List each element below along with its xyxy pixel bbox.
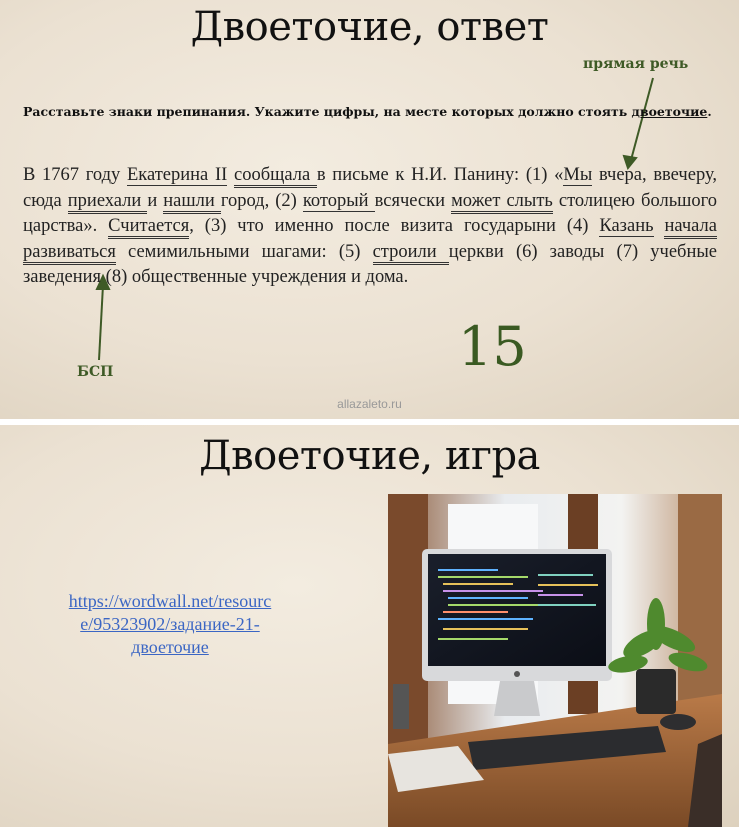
underlined-word: нашли [163, 191, 221, 214]
task-keyword: двоеточие [631, 104, 708, 119]
underlined-word: может слыть [451, 191, 553, 214]
passage-text: город, (2) [220, 190, 303, 211]
underlined-word: Казань [599, 216, 654, 236]
passage-text: столицею большого царства». [23, 190, 717, 236]
task-period: . [707, 104, 712, 119]
passage-text: всячески [374, 190, 452, 211]
plant-pot [636, 669, 676, 714]
passage-text [654, 216, 665, 236]
computer-desk-photo [388, 494, 722, 827]
passage-text: вчера, ввечеру, сюда [23, 165, 717, 211]
slide-title: Двоеточие, ответ [190, 4, 549, 50]
link-line-1: https://wordwall.net/resourc [68, 591, 272, 611]
exercise-passage [23, 163, 717, 291]
underlined-word: начала развиваться [23, 216, 717, 265]
task-text: Расставьте знаки препинания. Укажите цифры, на месте которых должно стоять [23, 104, 632, 119]
annotation-direct-speech: прямая речь [583, 56, 689, 72]
underlined-word: Мы [563, 165, 593, 185]
passage-text [227, 165, 234, 185]
underlined-word: Екатерина II [126, 165, 228, 185]
underlined-word: Считается [108, 216, 189, 239]
wordwall-link[interactable] [40, 590, 300, 659]
annotation-bsp: БСП [77, 364, 114, 380]
passage-text: в письме к Н.И. Панину: (1) « [316, 165, 564, 185]
underlined-word: сообщала [234, 165, 317, 188]
underlined-word: приехали [68, 191, 148, 214]
underlined-word: строили [373, 242, 449, 265]
slide-title-game: Двоеточие, игра [199, 433, 540, 479]
slide-number-answer: 15 [458, 315, 527, 378]
passage-text: и [147, 190, 164, 211]
pencil-cup [393, 684, 409, 729]
monitor-stand [494, 681, 540, 716]
passage-text: В 1767 году [23, 165, 127, 185]
link-line-2: e/95323902/задание-21- [80, 614, 260, 634]
link-line-3: двоеточие [131, 637, 209, 657]
apple-logo-icon [514, 671, 520, 677]
passage-text: церкви (6) заводы (7) учебные заведения (8) общественные учреждения и дома. [23, 241, 717, 287]
passage-text: , (3) что именно после визита государыни (4) [189, 216, 600, 236]
arrow-bsp [99, 285, 103, 360]
mouse [660, 714, 696, 730]
watermark: allazaleto.ru [337, 397, 402, 411]
task-instructions [23, 103, 717, 120]
underlined-word: который [302, 190, 375, 211]
passage-text: семимильными шагами: (5) [115, 241, 373, 262]
